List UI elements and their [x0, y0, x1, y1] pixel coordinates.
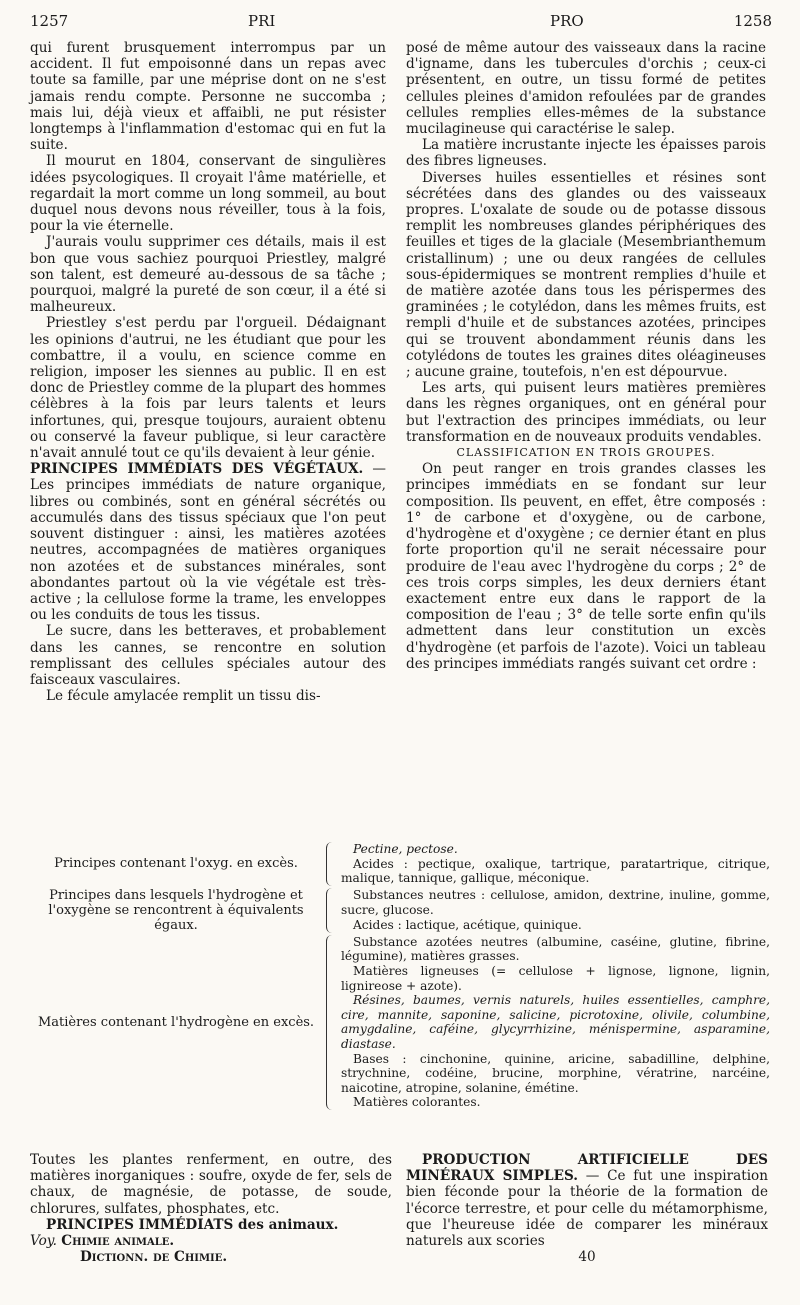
paragraph: — Les principes immédiats de nature organique, libres ou combinés, sont en général sécrétés ou accumulés dans des tissus spéciaux que l'on peut souvent distinguer : ainsi, les matières azotées neutres, accompagnées de matières organiques non azotées et de substances minérales, sont abondantes partout où la vie végétale est très-active ; la cellulose forme la trame, les enveloppes ou les conduits de tous les tissus. — [30, 461, 386, 624]
signature-number: 40 — [578, 1249, 596, 1266]
principles-table — [30, 842, 770, 1112]
header-word-right: PRO — [550, 12, 584, 30]
running-header — [30, 12, 772, 32]
table-line: Acides : lactique, acétique, quinique. — [353, 917, 582, 932]
header-word-left: PRI — [248, 12, 276, 30]
section-heading: PRINCIPES IMMÉDIATS des animaux. — [46, 1216, 339, 1233]
principes-section — [30, 461, 386, 623]
classification-title: CLASSIFICATION EN TROIS GROUPES. — [456, 446, 716, 460]
table-line: Matières ligneuses (= cellulose + lignose, lignone, lignin, lignireose + azote). — [341, 963, 770, 993]
table-line: Substance azotées neutres (albumine, caséine, glutine, fibrine, légumine), matières grasses. — [341, 934, 770, 964]
brace — [326, 842, 335, 886]
table-line: Substances neutres : cellulose, amidon, dextrine, inuline, gomme, sucre, glucose. — [341, 888, 770, 917]
paragraph: Le fécule amylacée remplit un tissu dis- — [46, 688, 321, 705]
table-line: Résines, baumes, vernis naturels, huiles essentielles, camphre, cire, mannite, saponine, salicine, picrotoxine, olivile, columbine, amygdaline, caféine, glycyrrhizine, ménispermine, asparamine, diastase. — [341, 993, 770, 1051]
left-column — [30, 40, 386, 704]
paragraph: Le sucre, dans les betteraves, et probablement dans les cannes, se rencontre en solution remplissant des cellules spéciales autour des faisceaux vasculaires. — [30, 623, 386, 688]
page-number-left: 1257 — [30, 12, 69, 30]
section-heading: PRODUCTION ARTIFICIELLE DES MINÉRAUX SIMPLES. — [406, 1152, 768, 1185]
table-row-content — [341, 888, 770, 932]
table-row-label: Principes dans lesquels l'hydrogène et l'oxygène se rencontrent à équivalents égaux. — [48, 887, 304, 933]
paragraph: La matière incrustante injecte les épaisses parois des fibres ligneuses. — [406, 137, 766, 170]
paragraph: Diverses huiles essentielles et résines sont sécrétées dans des glandes ou des vaisseaux propres. L'oxalate de soude ou de potasse dissous remplit les nombreuses glandes périphériques des feuilles et tiges de la glaciale (Mesembrianthemum cristallinum) ; une ou deux rangées de cellules sous-épidermiques se montrent remplies d'huile et de matière azotée dans tous les périspermes des graminées ; le cotylédon, dans les mêmes fruits, est rempli d'huile et de substances azotées, principes qui se trouvent abondamment réunis dans les cotylédons de toutes les graines dites oléagineuses ; aucune graine, toutefois, n'en est dépourvue. — [406, 169, 766, 381]
paragraph: Les arts, qui puisent leurs matières premières dans les règnes organiques, ont en général pour but l'extraction des principes immédiats, ou leur transformation en de nouveaux produits vendables. — [406, 380, 766, 445]
paragraph: Il mourut en 1804, conservant de singulières idées psycologiques. Il croyait l'âme matérielle, et regardait la mort comme un long sommeil, au bout duquel nous devons nous réveiller, tous à la fois, pour la vie éternelle. — [30, 153, 386, 235]
footer-dictionary: Dictionn. de Chimie. — [80, 1249, 228, 1266]
table-line: Pectine, pectose. — [353, 842, 458, 856]
table-row-content — [341, 842, 770, 886]
paragraph: Toutes les plantes renferment, en outre, des matières inorganiques : soufre, oxyde de fer, sels de chaux, de magnésie, de potasse, de soude, chlorures, sulfates, phosphates, etc. — [30, 1152, 392, 1217]
table-row — [30, 842, 770, 886]
table-row-content — [341, 935, 770, 1110]
right-column — [406, 40, 766, 672]
table-row-label: Principes contenant l'oxyg. en excès. — [54, 856, 298, 872]
paragraph: — Ce fut une inspiration bien féconde pour la théorie de la formation de l'écorce terrestre, et pour celle du métamorphisme, que l'heureuse idée de comparer les minéraux naturels aux scories — [406, 1168, 768, 1250]
paragraph: Priestley s'est perdu par l'orgueil. Dédaignant les opinions d'autrui, ne les étudiant que pour les combattre, il a voulu, en science comme en religion, imposer les siennes au public. Il en est donc de Priestley comme de la plupart des hommes célèbres à la fois par leurs talents et leurs infortunes, qui, presque toujours, auraient obtenu ou conservé la faveur publique, si leur caractère n'avait annulé tout ce qu'ils devaient à leur génie. — [30, 315, 386, 462]
paragraph: J'aurais voulu supprimer ces détails, mais il est bon que vous sachiez pourquoi Priestley, malgré son talent, est demeuré au-dessous de sa tâche ; pourquoi, malgré la pureté de son cœur, il a été si malheureux. — [30, 234, 386, 316]
section-heading: PRINCIPES IMMÉDIATS DES VÉGÉTAUX. — [30, 461, 364, 478]
paragraph: posé de même autour des vaisseaux dans la racine d'igname, dans les tubercules d'orchis ; ceux-ci présentent, en outre, un tissu formé de petites cellules pleines d'amidon refoulées par de grandes cellules remplies elles-mêmes de la substance mucilagineuse qui caractérise le salep. — [406, 40, 766, 138]
paragraph: qui furent brusquement interrompus par un accident. Il fut empoisonné dans un repas avec toute sa famille, par une méprise dont on ne s'est jamais rendu compte. Personne ne succomba ; mais lui, déjà vieux et affaibli, ne put résister longtemps à l'inflammation d'estomac qui en fut la suite. — [30, 40, 386, 154]
brace — [326, 935, 335, 1110]
table-row — [30, 888, 770, 933]
table-row-label: Matières contenant l'hydrogène en excès. — [37, 1014, 315, 1030]
see-also-label: Voy. — [30, 1233, 57, 1250]
table-line: Bases : cinchonine, quinine, aricine, sabadilline, delphine, strychnine, codéine, brucine, morphine, vératrine, narcéine, naicotine, atropine, solanine, émétine. — [341, 1051, 770, 1095]
cross-reference-link[interactable]: Chimie animale. — [61, 1233, 175, 1250]
table-line: Acides : pectique, oxalique, tartrique, paratartrique, citrique, malique, tannique, gallique, méconique. — [341, 856, 770, 886]
bottom-right-block — [406, 1152, 768, 1265]
bottom-left-block — [30, 1152, 392, 1265]
page-number-right: 1258 — [733, 12, 772, 30]
brace — [326, 888, 335, 933]
table-line: Matières colorantes. — [353, 1095, 481, 1110]
paragraph: On peut ranger en trois grandes classes les principes immédiats en se fondant sur leur composition. Ils peuvent, en effet, être composés : 1° de carbone et d'oxygène, ou de carbone, d'hydrogène et d'oxygène ; ce dernier étant en plus forte proportion qu'il ne serait nécessaire pour produire de l'eau avec l'hydrogène du corps ; 2° de ces trois corps simples, les deux derniers étant exactement entre eux dans le rapport de la composition de l'eau ; 3° de telle sorte enfin qu'ils admettent dans leur constitution un excès d'hydrogène (et parfois de l'azote). Voici un tableau des principes immédiats rangés suivant cet ordre : — [406, 461, 766, 672]
table-row — [30, 935, 770, 1110]
